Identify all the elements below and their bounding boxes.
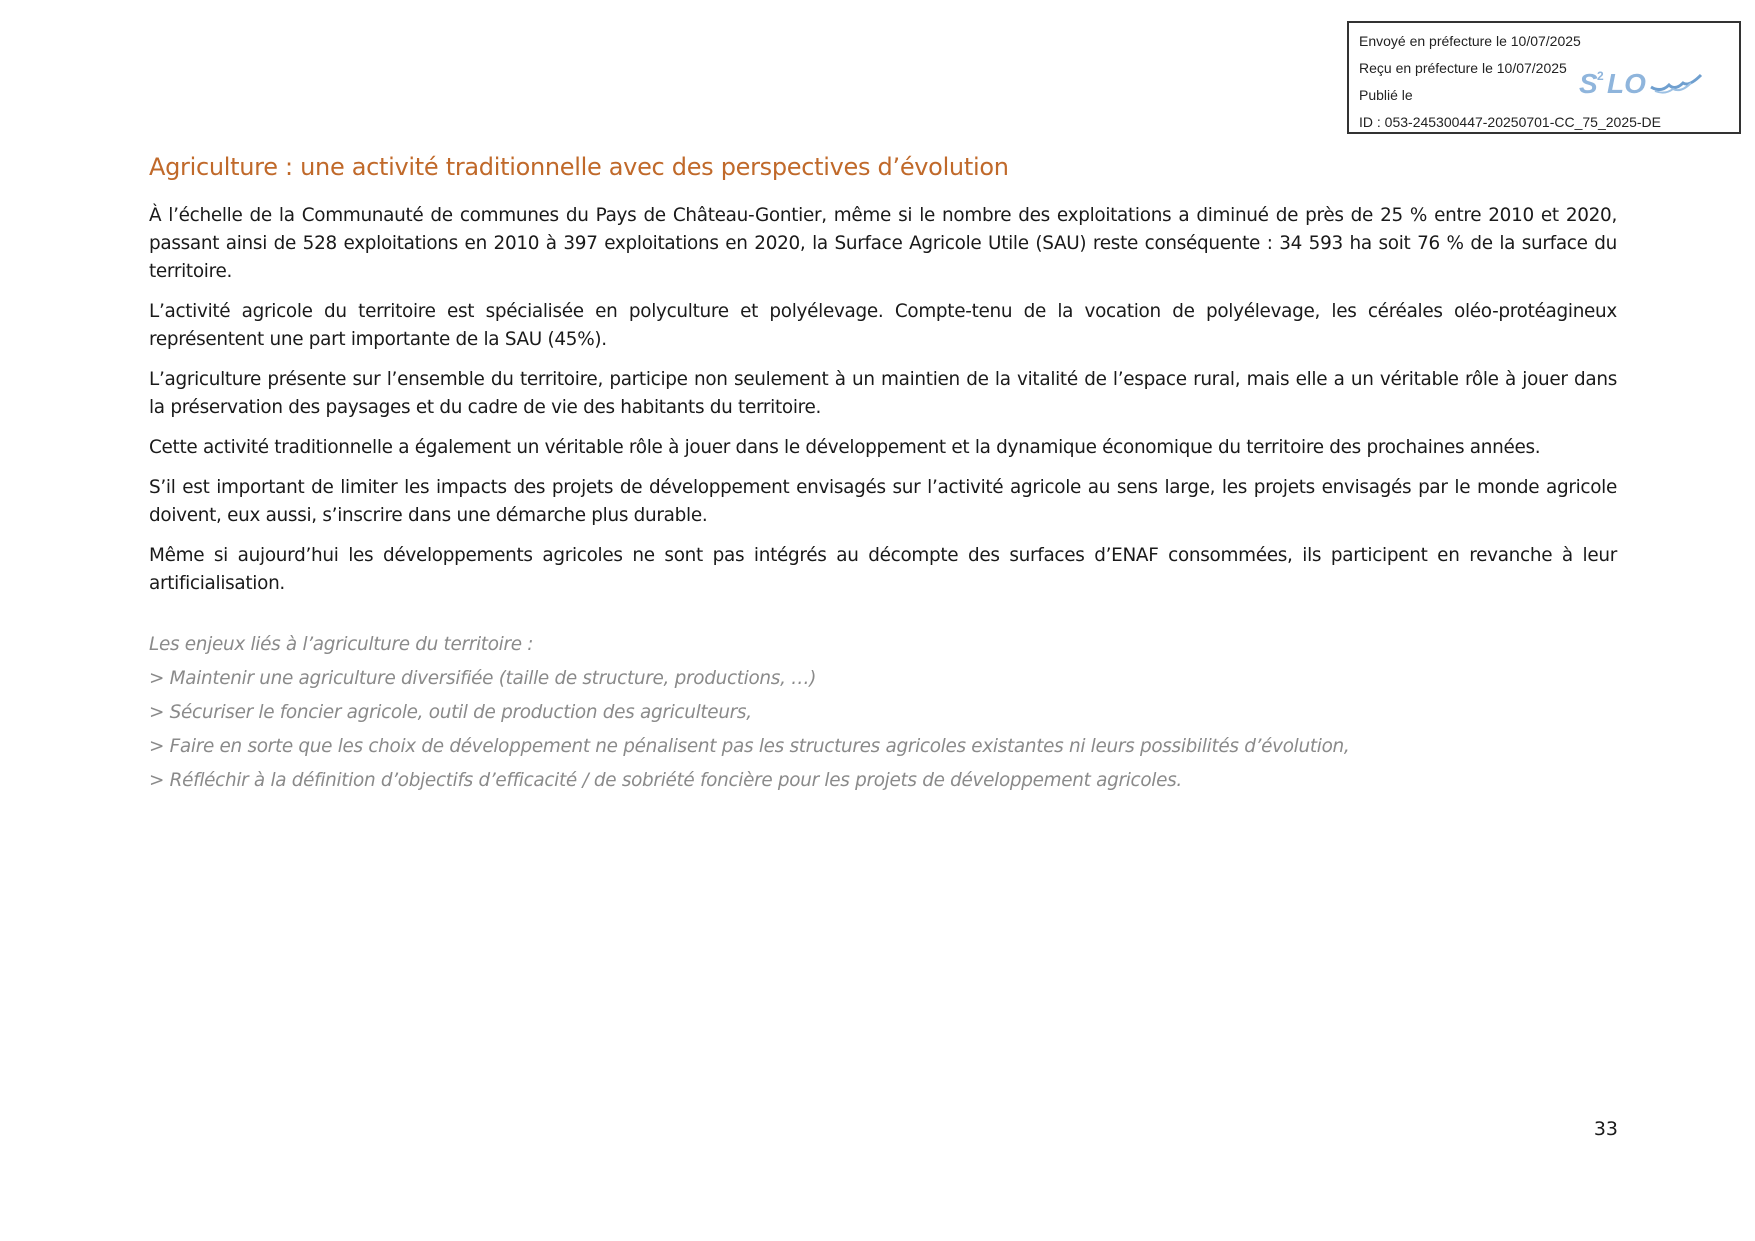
svg-text:S: S (1579, 68, 1598, 99)
paragraph: L’agriculture présente sur l’ensemble du territoire, participe non seulement à un maintien de la vitalité de l’espace rural, mais elle a un véritable rôle à jouer dans la préservation des paysages et du cadre de vie des habitants du territoire. (149, 369, 1617, 418)
svg-text:2: 2 (1597, 69, 1604, 83)
paragraph: Même si aujourd’hui les développements agricoles ne sont pas intégrés au décompte des surfaces d’ENAF consommées, ils participent en revanche à leur artificialisation. (149, 545, 1617, 594)
issue-item: > Faire en sorte que les choix de développement ne pénalisent pas les structures agricoles existantes ni leurs possibilités d’évolution, (149, 736, 1350, 757)
stamp-received-date: Reçu en préfecture le 10/07/2025 (1359, 60, 1567, 76)
stamp-published: Publié le (1359, 87, 1413, 103)
paragraph: À l’échelle de la Communauté de communes du Pays de Château-Gontier, même si le nombre des exploitations a diminué de près de 25 % entre 2010 et 2020, passant ainsi de 528 exploitations en 2010 à 397 exploitations en 2020, la Surface Agricole Utile (SAU) reste conséquente : 34 593 ha soit 76 % de la surface du territoire. (149, 205, 1617, 282)
paragraph: S’il est important de limiter les impacts des projets de développement envisagés sur l’activité agricole au sens large, les projets envisagés par le monde agricole doivent, eux aussi, s’inscrire dans une démarche plus durable. (149, 477, 1617, 526)
prefecture-stamp (1347, 21, 1741, 134)
issue-item: > Réfléchir à la définition d’objectifs d’efficacité / de sobriété foncière pour les projets de développement agricoles. (149, 770, 1182, 791)
paragraph: Cette activité traditionnelle a également un véritable rôle à jouer dans le développement et la dynamique économique du territoire des prochaines années. (149, 437, 1541, 458)
s2lo-logo (1577, 65, 1705, 101)
svg-text:LO: LO (1607, 68, 1646, 99)
issue-item: > Sécuriser le foncier agricole, outil de production des agriculteurs, (149, 702, 752, 723)
issue-item: > Maintenir une agriculture diversifiée (taille de structure, productions, …) (149, 668, 817, 689)
section-title: Agriculture : une activité traditionnelle avec des perspectives d’évolution (149, 153, 1009, 181)
paragraph: L’activité agricole du territoire est spécialisée en polyculture et polyélevage. Compte-tenu de la vocation de polyélevage, les céréales oléo-protéagineux représentent une part importante de la SAU (45%). (149, 301, 1617, 350)
stamp-sent-date: Envoyé en préfecture le 10/07/2025 (1359, 33, 1581, 49)
page-number: 33 (1593, 1118, 1618, 1140)
issues-list (149, 628, 1617, 798)
stamp-id: ID : 053-245300447-20250701-CC_75_2025-DE (1359, 114, 1661, 130)
issues-title: Les enjeux liés à l’agriculture du territoire : (149, 634, 534, 655)
main-content (149, 150, 1617, 798)
